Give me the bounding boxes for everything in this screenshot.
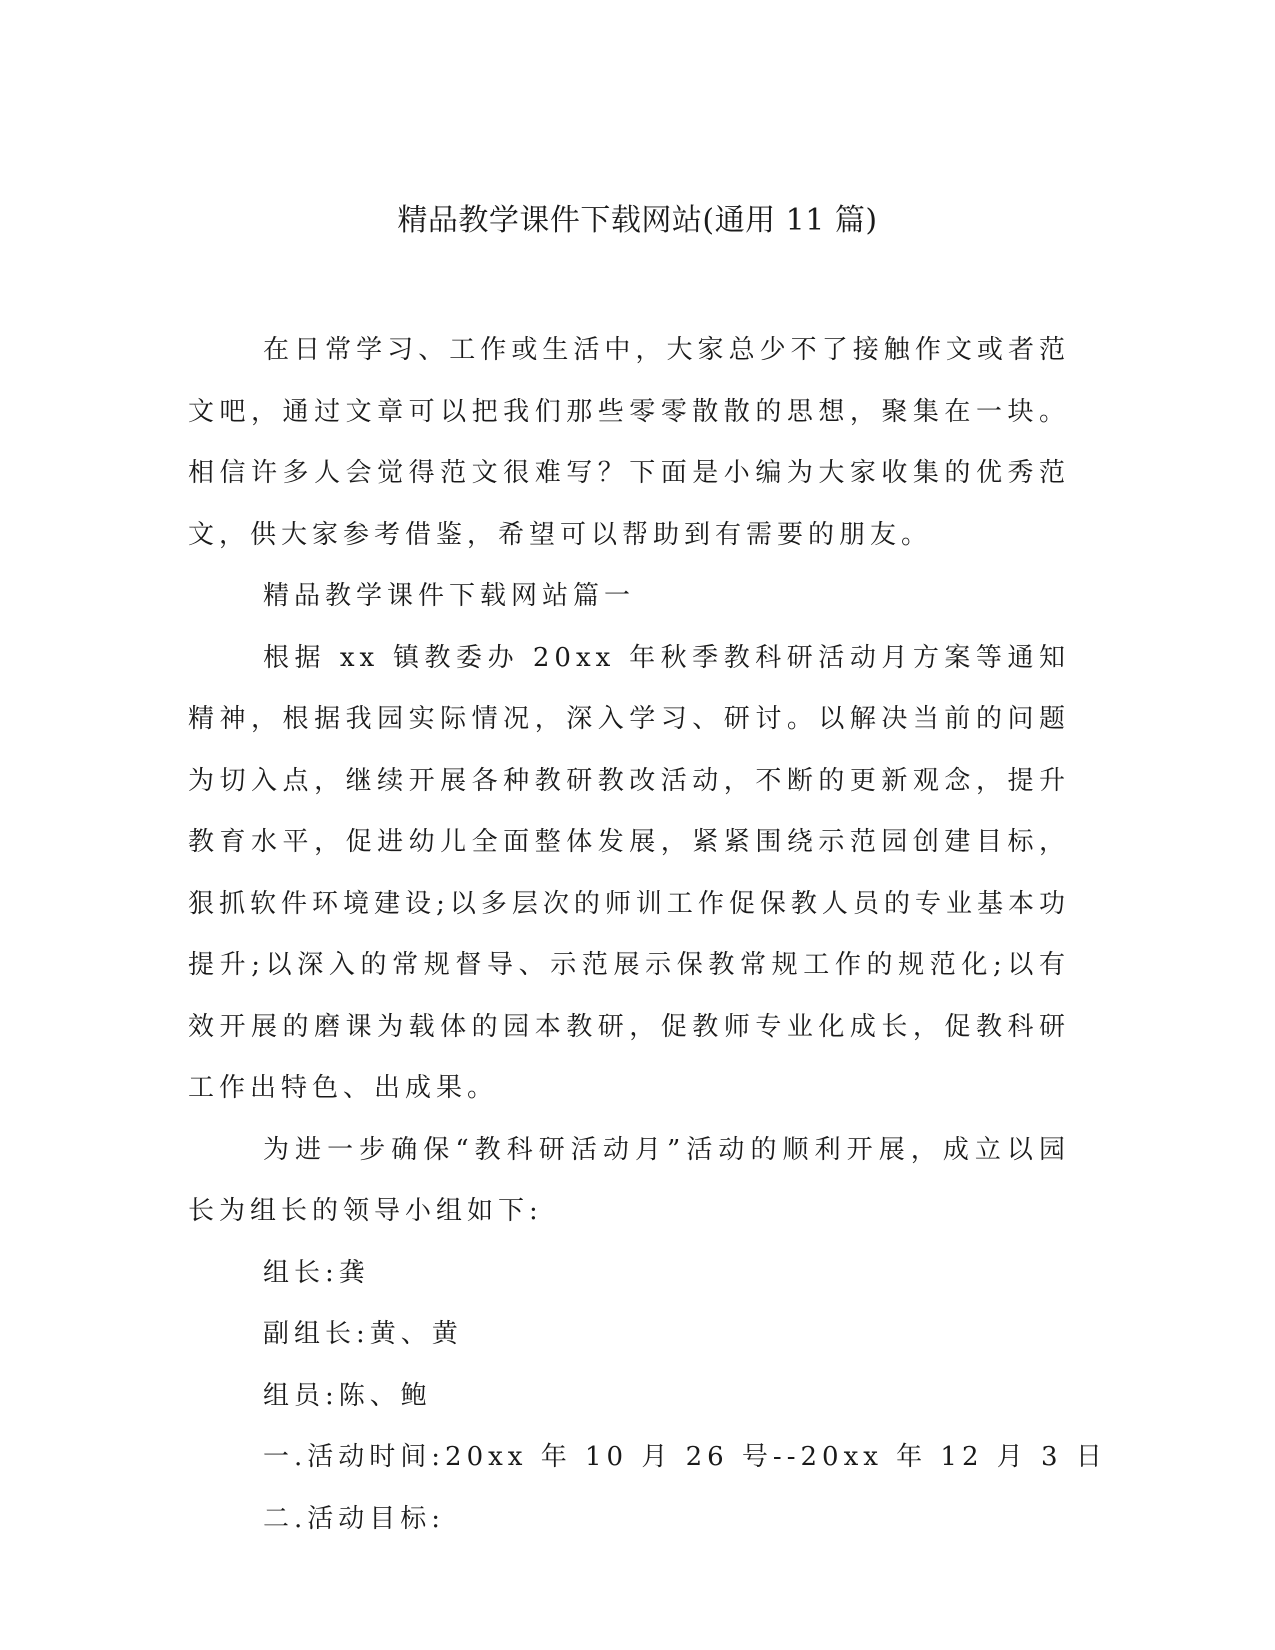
members-line: 组员:陈、鲍 bbox=[263, 1380, 432, 1411]
vice-leader-line: 副组长:黄、黄 bbox=[263, 1319, 463, 1349]
section-heading: 精品教学课件下载网站篇一 bbox=[263, 581, 636, 611]
activity-goal-line: 二.活动目标: bbox=[263, 1503, 446, 1534]
intro-paragraph: 在日常学习、工作或生活中，大家总少不了接触作文或者范文吧，通过文章可以把我们那些零零散散的思想，聚集在一块。相信许多人会觉得范文很难写？下面是小编为大家收集的优秀范文，供大家参考借鉴，希望可以帮助到有需要的朋友。 bbox=[188, 335, 1070, 550]
document-body bbox=[188, 320, 1107, 1550]
group-leader-line: 组长:龚 bbox=[263, 1257, 370, 1288]
document-title: 精品教学课件下载网站(通用 11 篇) bbox=[397, 203, 878, 238]
paragraph-leadership-group: 为进一步确保“教科研活动月”活动的顺利开展，成立以园长为组长的领导小组如下: bbox=[188, 1134, 1070, 1226]
activity-time-line: 一.活动时间:20xx 年 10 月 26 号--20xx 年 12 月 3 日 bbox=[263, 1442, 1107, 1472]
paragraph-activity-plan: 根据 xx 镇教委办 20xx 年秋季教科研活动月方案等通知精神，根据我园实际情况，深入学习、研讨。以解决当前的问题为切入点，继续开展各种教研教改活动，不断的更新观念，提升教育水平，促进幼儿全面整体发展，紧紧围绕示范园创建目标，狠抓软件环境建设;以多层次的师训工作促保教人员的专业基本功提升;以深入的常规督导、示范展示保教常规工作的规范化;以有效开展的磨课为载体的园本教研，促教师专业化成长，促教科研工作出特色、出成果。 bbox=[188, 642, 1070, 1103]
